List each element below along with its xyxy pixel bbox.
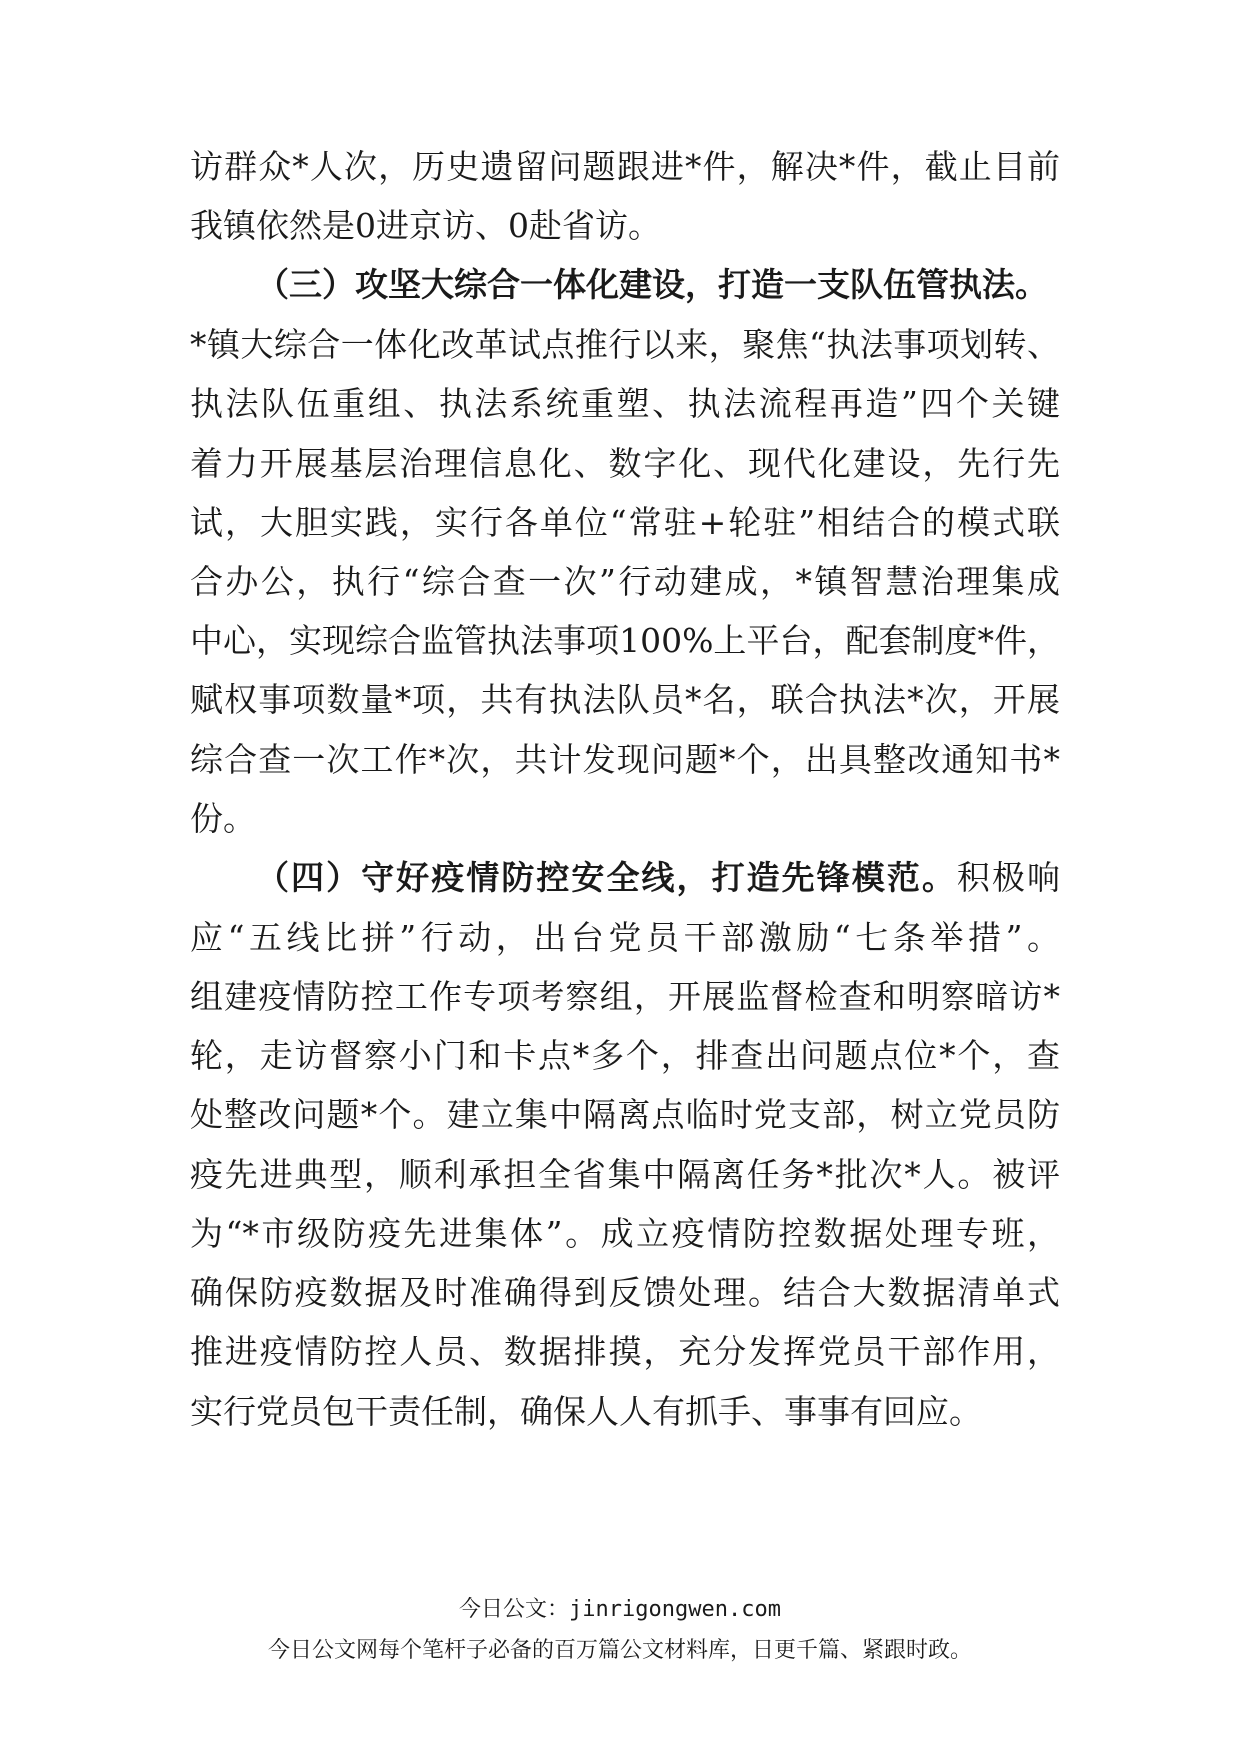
body-line: 赋权事项数量*项，共有执法队员*名，联合执法*次，开展 [190,680,1060,719]
footer-site [0,1593,1240,1627]
body-line: 为“*市级防疫先进集体”。成立疫情防控数据处理专班， [190,1214,1060,1253]
footer-site-url[interactable]: jinrigongwen.com [569,1597,781,1622]
section-4-heading: （四）守好疫情防控安全线，打造先锋模范。 [256,858,957,897]
footer-site-label: 今日公文： [459,1597,570,1622]
body-line: 合办公，执行“综合查一次”行动建成，*镇智慧治理集成 [190,562,1060,601]
body-line: 应“五线比拼”行动，出台党员干部激励“七条举措”。 [190,918,1060,957]
footer-slogan: 今日公文网每个笔杆子必备的百万篇公文材料库，日更千篇、紧跟时政。 [267,1638,972,1663]
body-line: 我镇依然是0进京访、0赴省访。 [190,206,661,245]
body-line: 试，大胆实践，实行各单位“常驻+轮驻”相结合的模式联 [190,503,1060,542]
body-line: 轮，走访督察小门和卡点*多个，排查出问题点位*个，查 [190,1036,1060,1075]
section-3-heading-line [256,259,1060,311]
body-line: 执法队伍重组、执法系统重塑、执法流程再造”四个关键 [190,384,1060,423]
section-3-heading: （三）攻坚大综合一体化建设，打造一支队伍管执法。 [256,265,1048,304]
body-line: 实行党员包干责任制，确保人人有抓手、事事有回应。 [190,1392,982,1431]
body-line: 中心，实现综合监管执法事项100%上平台，配套制度*件， [190,621,1060,660]
section-4-heading-line [256,852,1060,904]
body-line: 疫先进典型，顺利承担全省集中隔离任务*批次*人。被评 [190,1155,1060,1194]
body-line: 着力开展基层治理信息化、数字化、现代化建设，先行先 [190,444,1060,483]
body-line: 处整改问题*个。建立集中隔离点临时党支部，树立党员防 [190,1095,1060,1134]
body-line: 推进疫情防控人员、数据排摸，充分发挥党员干部作用， [190,1332,1060,1371]
section-4-lead-text: 积极响 [956,858,1060,897]
body-line: 组建疫情防控工作专项考察组，开展监督检查和明察暗访* [190,977,1060,1016]
body-line: 访群众*人次，历史遗留问题跟进*件，解决*件，截止目前 [190,147,1060,186]
body-line: 份。 [190,799,256,838]
body-line: 确保防疫数据及时准确得到反馈处理。结合大数据清单式 [190,1273,1060,1312]
body-line: *镇大综合一体化改革试点推行以来，聚焦“执法事项划转、 [190,325,1060,364]
body-line: 综合查一次工作*次，共计发现问题*个，出具整改通知书* [190,740,1060,779]
